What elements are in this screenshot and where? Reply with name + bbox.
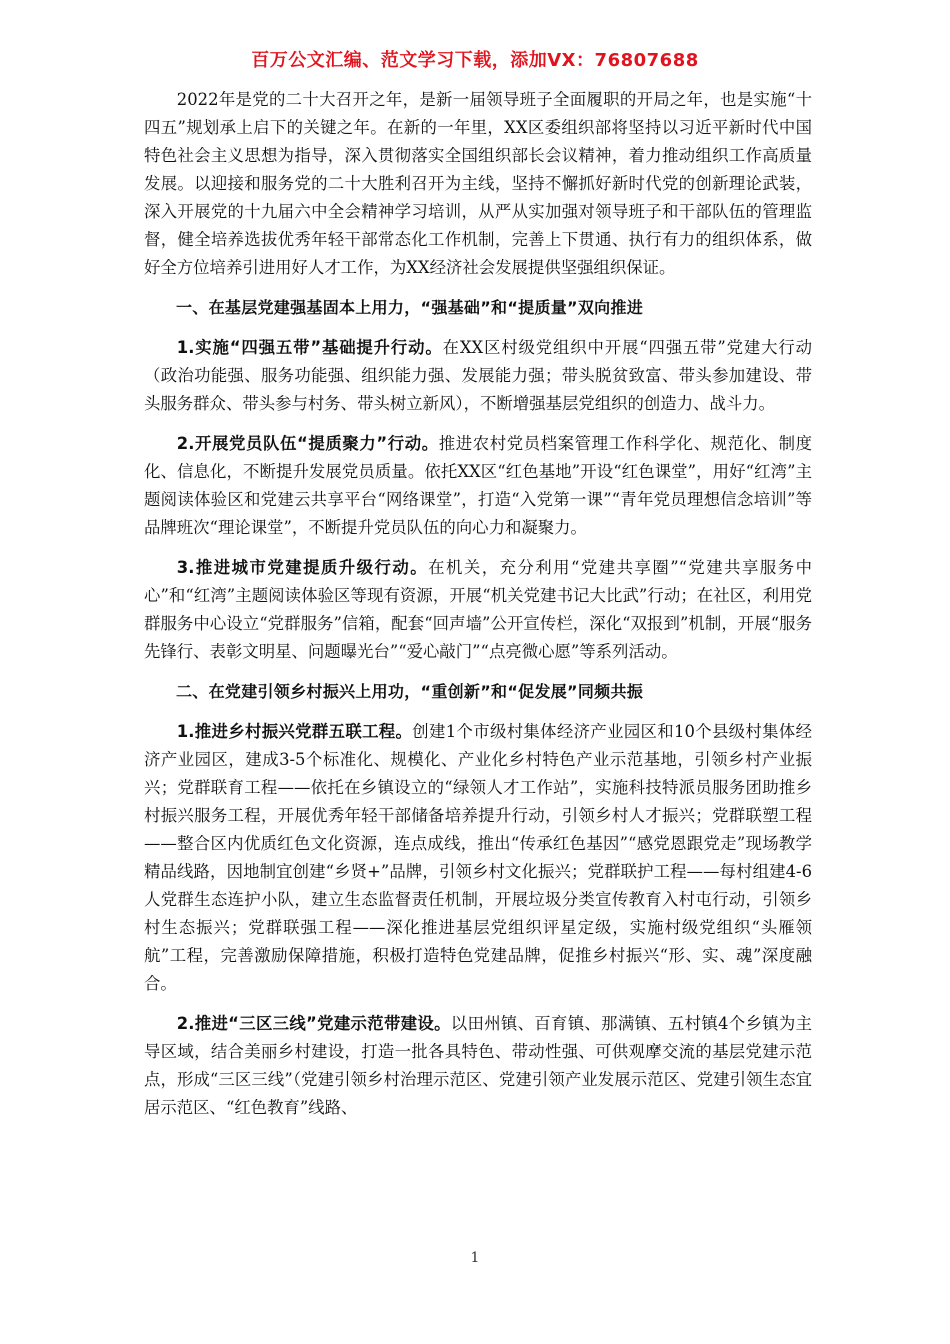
page-number: 1 [470, 1250, 480, 1266]
intro-paragraph: 2022年是党的二十大召开之年，是新一届领导班子全面履职的开局之年，也是实施“十四五”规划承上启下的关键之年。在新的一年里，XX区委组织部将坚持以习近平新时代中国特色社会主义思想为指导，深入贯彻落实全国组织部长会议精神，着力推动组织工作高质量发展。以迎接和服务党的二十大胜利召开为主线，坚持不懈抓好新时代党的创新理论武装，深入开展党的十九届六中全会精神学习培训，从严从实加强对领导班子和干部队伍的管理监督，健全培养选拔优秀年轻干部常态化工作机制，完善上下贯通、执行有力的组织体系，做好全方位培养引进用好人才工作，为XX经济社会发展提供坚强组织保证。 [144, 90, 812, 277]
promo-banner: 百万公文汇编、范文学习下载，添加VX：76807688 [251, 50, 699, 71]
section-1-item-3-lead: 3.推进城市党建提质升级行动。 [176, 558, 429, 577]
section-2-item-1-lead: 1.推进乡村振兴党群五联工程。 [176, 722, 413, 741]
section-1-item-3 [144, 554, 812, 666]
section-2-item-1-text: 创建1个市级村集体经济产业园区和10个县级村集体经济产业园区，建成3-5个标准化、规模化、产业化乡村特色产业示范基地，引领乡村产业振兴；党群联育工程——依托在乡镇设立的“绿领人才工作站”，实施科技特派员服务团助推乡村振兴服务工程，开展优秀年轻干部储备培养提升行动，引领乡村人才振兴；党群联塑工程——整合区内优质红色文化资源，连点成线，推出“传承红色基因”“感党恩跟党走”现场教学精品线路，因地制宜创建“乡贤+”品牌，引领乡村文化振兴；党群联护工程——每村组建4-6人党群生态连护小队，建立生态监督责任机制，开展垃圾分类宣传教育入村屯行动，引领乡村生态振兴；党群联强工程——深化推进基层党组织评星定级，实施村级党组织“头雁领航”工程，完善激励保障措施，积极打造特色党建品牌，促推乡村振兴“形、实、魂”深度融合。 [144, 722, 812, 993]
section-1-item-1-text: 在XX区村级党组织中开展“四强五带”党建大行动（政治功能强、服务功能强、组织能力强、发展能力强；带头脱贫致富、带头参加建设、带头服务群众、带头参与村务、带头树立新风），不断增强基层党组织的创造力、战斗力。 [144, 338, 812, 413]
section-1-item-2-text: 推进农村党员档案管理工作科学化、规范化、制度化、信息化，不断提升发展党员质量。依托XX区“红色基地”开设“红色课堂”，用好“红湾”主题阅读体验区和党建云共享平台“网络课堂”，打造“入党第一课”“青年党员理想信念培训”等品牌班次“理论课堂”，不断提升党员队伍的向心力和凝聚力。 [144, 434, 812, 537]
section-1-item-2-lead: 2.开展党员队伍“提质聚力”行动。 [176, 434, 439, 453]
section-2-item-1 [144, 718, 812, 998]
section-1-item-2 [144, 430, 812, 542]
document-body [144, 86, 812, 1122]
section-1-item-1-lead: 1.实施“四强五带”基础提升行动。 [176, 338, 443, 357]
section-1-item-1 [144, 334, 812, 418]
section-1-heading: 一、在基层党建强基固本上用力，“强基础”和“提质量”双向推进 [176, 298, 644, 317]
section-2-item-2 [144, 1010, 812, 1122]
section-2-item-2-text: 以田州镇、百育镇、那满镇、五村镇4个乡镇为主导区域，结合美丽乡村建设，打造一批各具特色、带动性强、可供观摩交流的基层党建示范点，形成“三区三线”（党建引领乡村治理示范区、党建引领产业发展示范区、党建引领生态宜居示范区、“红色教育”线路、 [144, 1014, 812, 1117]
section-2-heading: 二、在党建引领乡村振兴上用功，“重创新”和“促发展”同频共振 [176, 682, 644, 701]
section-2-item-2-lead: 2.推进“三区三线”党建示范带建设。 [176, 1014, 451, 1033]
section-1-item-3-text: 在机关，充分利用“党建共享圈”“党建共享服务中心”和“红湾”主题阅读体验区等现有资源，开展“机关党建书记大比武”行动；在社区，利用党群服务中心设立“党群服务”信箱，配套“回声墙”公开宣传栏，深化“双报到”机制，开展“服务先锋行、表彰文明星、问题曝光台”“爱心敲门”“点亮微心愿”等系列活动。 [144, 558, 812, 661]
